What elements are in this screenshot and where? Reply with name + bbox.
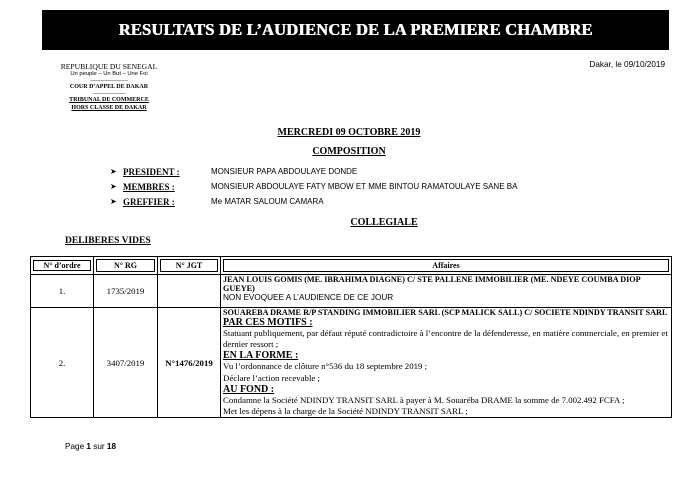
motifs-text: Statuant publiquement, par défaut réputé contradictoire à l’encontre de la défenderesse, en matière commerciale, en premier et dernier ressort ; — [223, 328, 668, 350]
header-separator: -------------------------------- — [90, 78, 128, 84]
cell-jgt — [158, 275, 221, 308]
fond-line: Met les dépens à la charge de la Société NDINDY TRANSIT SARL ; — [223, 406, 468, 417]
republic-name: REPUBLIQUE DU SENEGAL — [60, 62, 158, 71]
hearing-date: MERCREDI 09 OCTOBRE 2019 — [277, 127, 421, 138]
col-header-affaires: Affaires — [221, 257, 672, 275]
cell-rg: 1735/2019 — [94, 275, 158, 308]
forme-line: Déclare l’action recevable ; — [223, 372, 320, 383]
col-header-ordre: N° d’ordre — [31, 257, 94, 275]
fond-heading: AU FOND : — [223, 383, 275, 395]
cell-rg: 3407/2019 — [94, 308, 158, 418]
composition-item-greffier: ➤ GREFFIER : Me MATAR SALOUM CAMARA — [110, 195, 517, 210]
table-header-row — [31, 257, 672, 275]
arrow-bullet-icon: ➤ — [110, 167, 117, 176]
cell-affaires — [221, 308, 672, 418]
cell-ordre: 2. — [31, 308, 94, 418]
arrow-bullet-icon: ➤ — [110, 196, 117, 206]
table-row — [31, 308, 672, 418]
role-label: GREFFIER — [123, 196, 170, 207]
footer-sur-word: sur — [93, 442, 105, 451]
footer-page-number: 1 — [86, 442, 91, 451]
forme-line: Vu l’ordonnance de clôture n°536 du 18 septembre 2019 ; — [223, 361, 428, 372]
role-value: MONSIEUR PAPA ABDOULAYE DONDE — [211, 167, 358, 176]
role-label: PRESIDENT — [123, 167, 175, 177]
national-motto: Un peuple – Un But – Une Foi — [70, 71, 148, 78]
composition-item-membres: ➤ MEMBRES : MONSIEUR ABDOULAYE FATY MBOW ET MME BINTOU RAMATOULAYE SANE BA — [110, 180, 517, 195]
page-footer — [65, 442, 116, 451]
motifs-heading: PAR CES MOTIFS : — [223, 317, 313, 328]
case-parties: JEAN LOUIS GOMIS (ME. IBRAHIMA DIAGNE) C/ STE PALLENE IMMOBILIER (ME. NDEYE COUMBA DIOP GUEYE) — [223, 275, 641, 293]
deliberes-heading: DELIBERES VIDES — [65, 236, 151, 246]
tribunal-name-line1: TRIBUNAL DE COMMERCE — [69, 97, 149, 104]
collegiale-heading: COLLEGIALE — [350, 217, 418, 228]
institution-header — [48, 62, 170, 113]
arrow-bullet-icon: ➤ — [110, 181, 117, 191]
fond-line: Condamne la Société NDINDY TRANSIT SARL à payer à M. Souaréba DRAME la somme de 7.002.492 FCFA ; — [223, 394, 625, 405]
composition-item-president: ➤ PRESIDENT : MONSIEUR PAPA ABDOULAYE DONDE — [110, 165, 517, 180]
role-value: Me MATAR SALOUM CAMARA — [211, 196, 324, 206]
role-label: MEMBRES — [123, 181, 170, 192]
case-status: NON EVOQUEE A L’AUDIENCE DE CE JOUR — [223, 293, 394, 302]
tribunal-name-line2: HORS CLASSE DE DAKAR — [71, 105, 147, 112]
footer-page-total: 18 — [106, 442, 117, 451]
cell-affaires — [221, 275, 672, 308]
table-row — [31, 275, 672, 308]
case-parties: SOUAREBA DRAME R/P STANDING IMMOBILIER SARL (SCP MALICK SALL) C/ SOCIETE NDINDY TRANSIT SARL — [223, 308, 668, 317]
banner-title: RESULTATS DE L’AUDIENCE DE LA PREMIERE CHAMBRE — [118, 20, 593, 39]
role-value: MONSIEUR ABDOULAYE FATY MBOW ET MME BINTOU RAMATOULAYE SANE BA — [211, 181, 518, 191]
footer-page-word: Page — [65, 442, 85, 451]
composition-list — [110, 165, 517, 209]
col-header-rg: N° RG — [94, 257, 158, 275]
header-separator: ---------------------------- — [92, 91, 126, 97]
court-name: COUR D’APPEL DE DAKAR — [69, 84, 149, 91]
composition-title: COMPOSITION — [312, 146, 386, 157]
col-header-jgt: N° JGT — [158, 257, 221, 275]
cell-ordre: 1. — [31, 275, 94, 308]
results-banner — [42, 10, 669, 50]
forme-heading: EN LA FORME : — [223, 350, 299, 362]
document-date: Dakar, le 09/10/2019 — [589, 60, 665, 69]
cell-jgt: N°1476/2019 — [158, 308, 221, 418]
results-table — [30, 256, 672, 418]
